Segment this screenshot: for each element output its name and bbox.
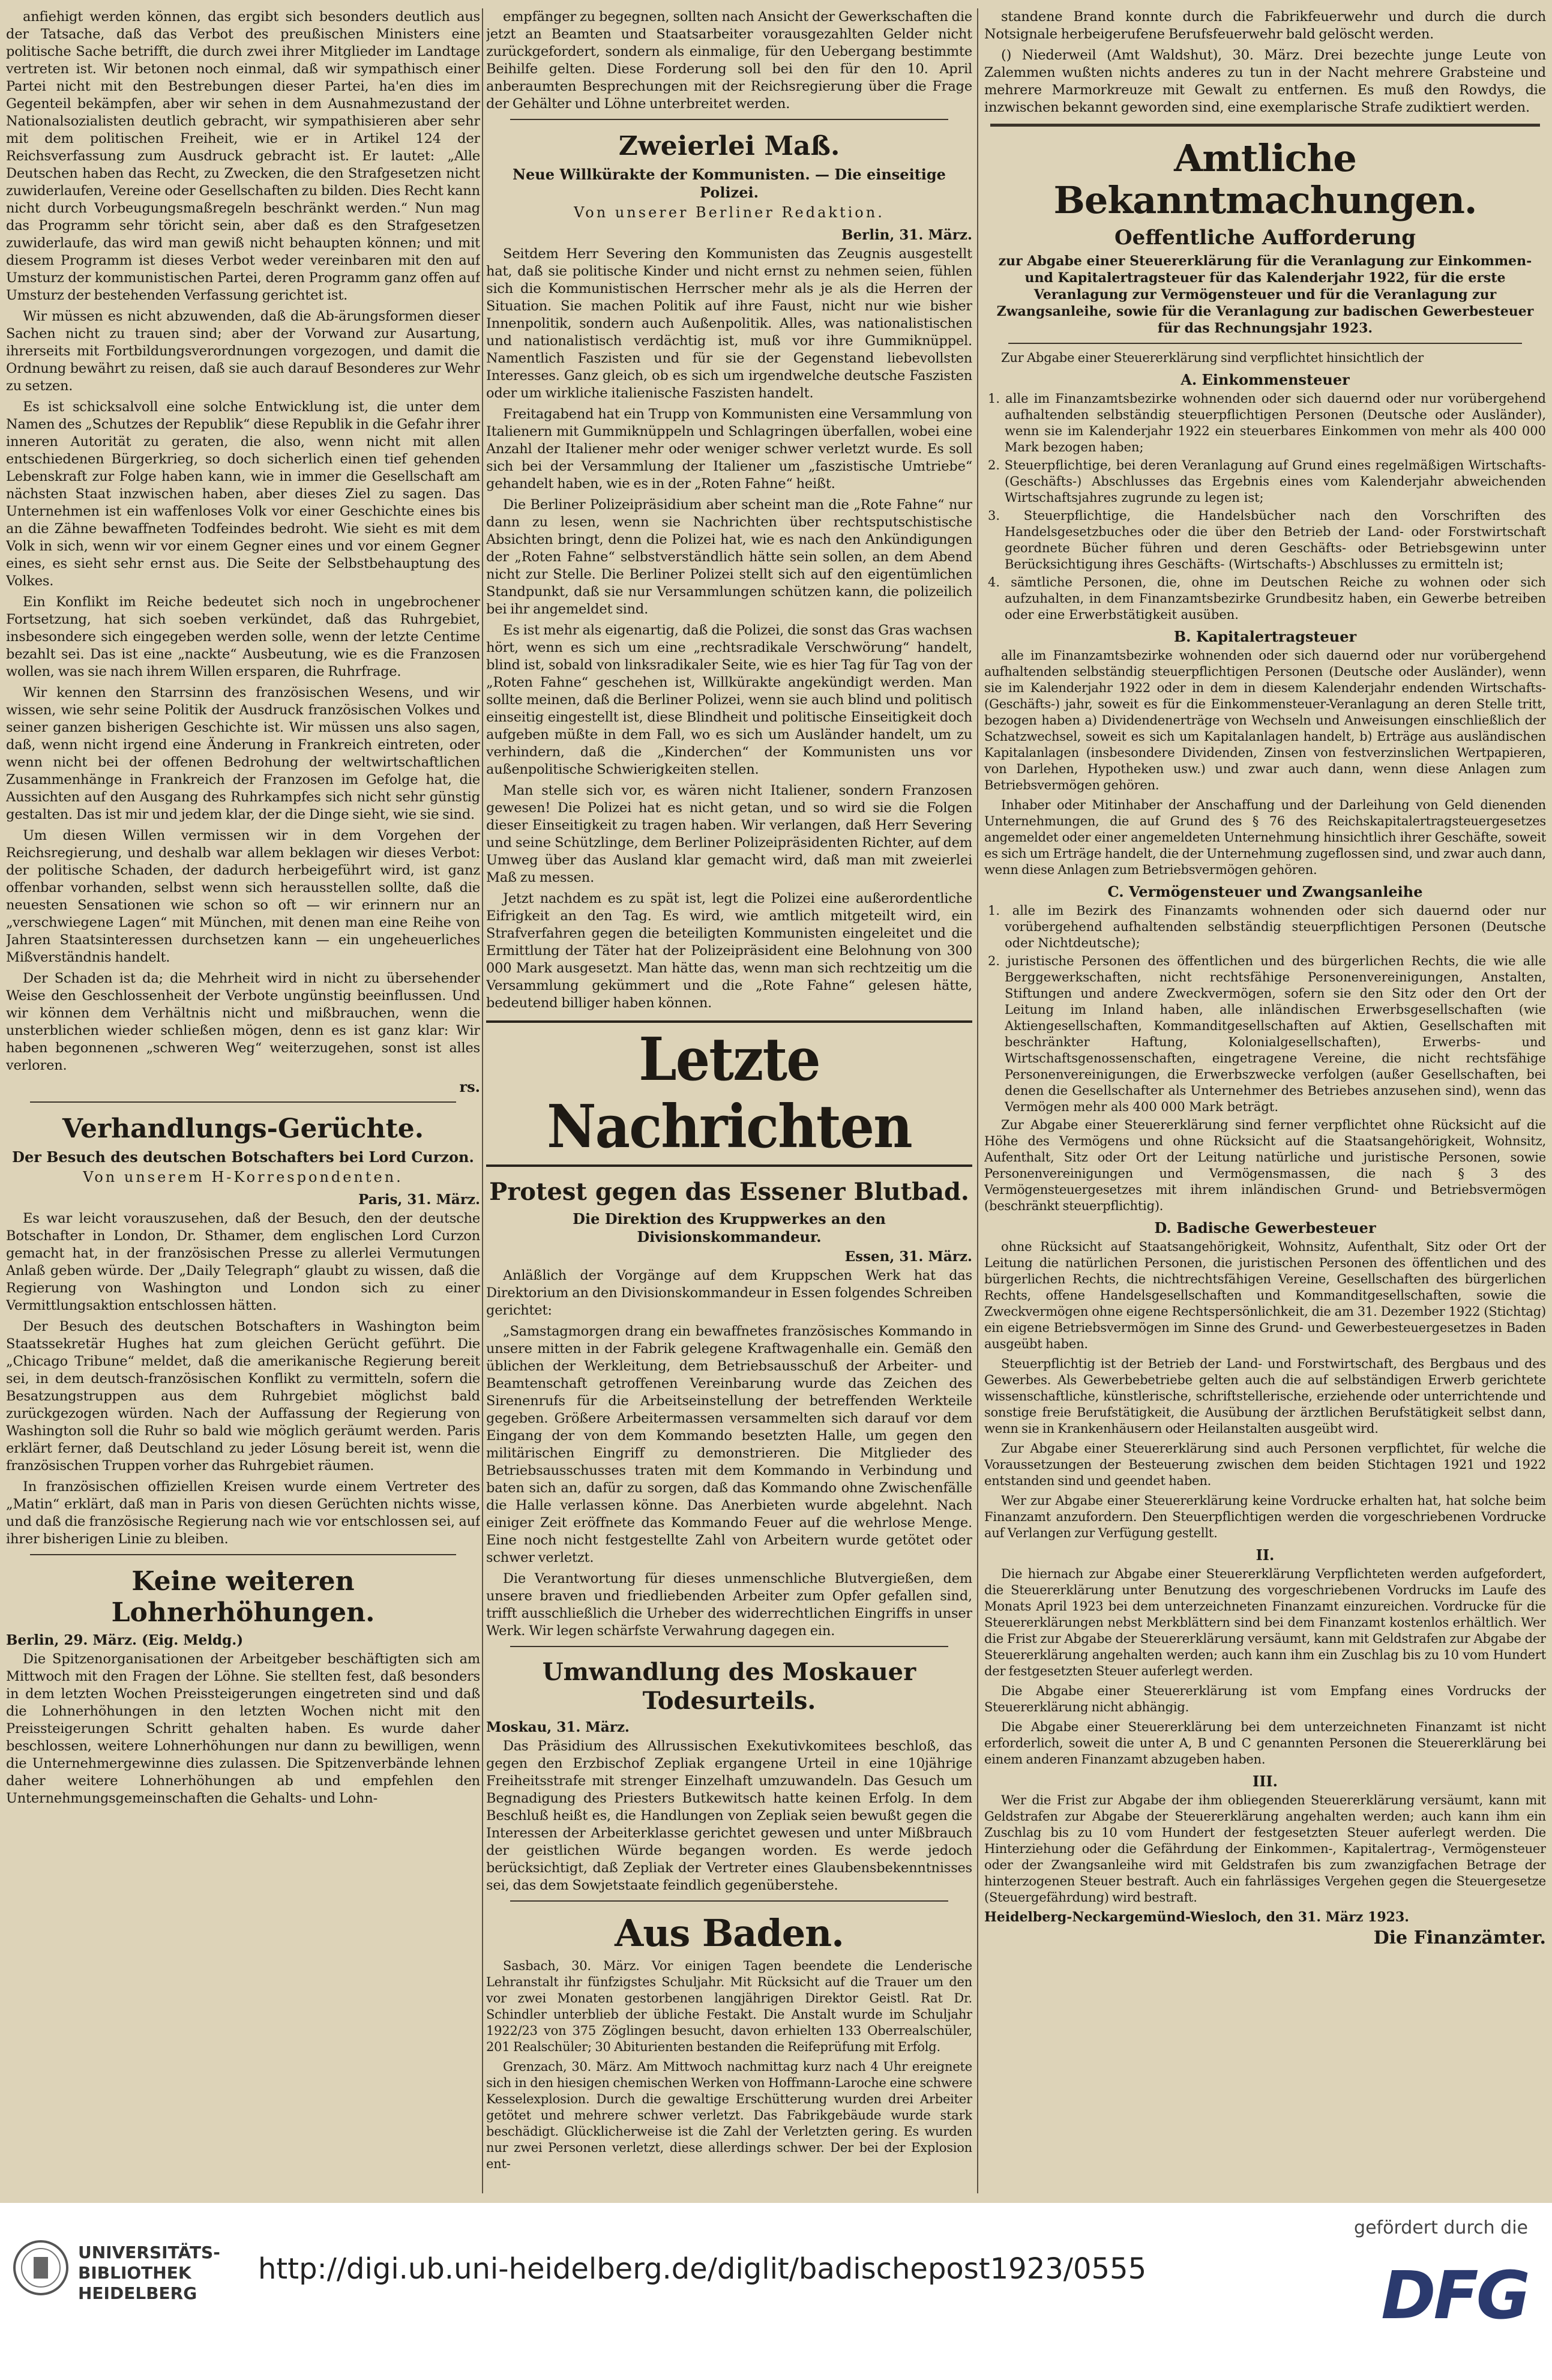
article-subheadline: Neue Willkürakte der Kommunisten. — Die einseitige Polizei. [513, 166, 946, 201]
paragraph: Es ist mehr als eigenartig, daß die Polizei, die sonst das Gras wachsen hört, wenn es sich um eine „rechtsradikale Verschwörung“ handelt, blind ist, sobald von linksradikaler Seite, wie es hier Tag für Tag von der „Roten Fahne“ geschehen ist, Willkürakte angekündigt werden. Man sollte meinen, daß die Berliner Polizei, wenn sie auch blind und politisch einseitig eingestellt ist, diese Blindheit und politische Einseitigkeit doch aufgeben müßte in dem Fall, wo es sich um Ausländer handelt, um zu verhindern, daß die „Kinderchen“ der Kommunisten uns vor außenpolitische Schwierigkeiten stellen. [486, 622, 972, 777]
column-rule [977, 8, 978, 2193]
paragraph: Freitagabend hat ein Trupp von Kommunisten eine Versammlung von Italienern mit Gummiknüppeln und Schlagringen überfallen, wobei eine Anzahl der Italiener mehr oder weniger schwer verletzt wurde. Es soll sich bei der Versammlung der Italiener um „faszistische Umtriebe“ gehandelt haben, wie es in der „Roten Fahne“ heißt. [486, 406, 972, 492]
section-headline: Amtliche Bekanntmachungen. [1053, 136, 1477, 222]
paragraph: Zur Abgabe einer Steuererklärung sind auch Personen verpflichtet, für welche die Voraussetzungen der Besteuerung zwischen dem beiden Stichtagen 1921 und 1922 entstanden sind und geendet haben. [984, 1441, 1546, 1488]
divider [990, 124, 1540, 127]
paragraph: Zur Abgabe einer Steuererklärung sind verpflichtet hinsichtlich der [1001, 351, 1424, 365]
section-headline: Letzte Nachrichten [547, 1025, 912, 1161]
paragraph: Jetzt nachdem es zu spät ist, legt die Polizei eine außerordentliche Eifrigkeit an den Tag. Es wird, wie amtlich mitgeteilt wird, ein Strafverfahren gegen die beteiligten Kommunisten eingeleitet und die Ermittlung der Täter hat der Polizeipräsident eine Belohnung von 300 000 Mark ausgesetzt. Man hätte das, wenn man sich rechtzeitig um die Versammlung gekümmert und die „Rote Fahne“ gelesen hätte, bedeutend billiger haben können. [486, 891, 972, 1011]
dateline: Paris, 31. März. [358, 1192, 480, 1208]
paragraph: alle im Finanzamtsbezirke wohnenden oder sich dauernd oder nur vorübergehend aufhaltenden selbständig steuerpflichtigen Personen (Deutsche oder Ausländer), wenn sie im Kalenderjahr 1922 oder in dem in diesem Kalenderjahr endenden Wirtschafts- (Geschäfts-) jahr, soweit es für die Einkommensteuer-Veranlagung an deren Stelle tritt, bezogen haben a) Dividendenerträge von Wechseln und Anweisungen einschließlich der Schatzwechsel, soweit es sich um Kapitalanlagen handelt, b) Erträge aus ausländischen Kapitalanlagen (insbesondere Dividenden, Zinsen von festverzinslichen Wertpapieren, von Darlehen, Hypotheken usw.) und zwar auch dann, wenn diese Anlagen zum Betriebsvermögen gehören. [984, 648, 1546, 792]
section-heading: II. [1256, 1546, 1275, 1564]
paragraph: Die Abgabe einer Steuererklärung ist vom Empfang eines Vordrucks der Steuererklärung nicht abhängig. [984, 1684, 1546, 1714]
paragraph: Die Abgabe einer Steuererklärung bei dem unterzeichneten Finanzamt ist nicht erforderlich, soweit die unter A, B und C genannten Personen die Steuererklärung bei einem anderen Finanzamt abzugeben haben. [984, 1720, 1546, 1767]
paragraph: Seitdem Herr Severing den Kommunisten das Zeugnis ausgestellt hat, daß sie politische Kinder und nicht ernst zu nehmen seien, fühlen sich die Kommunistischen Herrscher mehr als je als die Herren der Situation. Sie machen Politik auf ihre Faust, nicht nur wie bisher Innenpolitik, sondern auch Außenpolitik. Alles, was nationalistischen und nationalistisch verdächtig ist, muß vor ihre Gummiknüppel. Namentlich Faszisten und für sie der Gegenstand liebevollsten Interesses. Ganz gleich, ob es sich um irgendwelche deutsche Faszisten oder um wirkliche italienische Faszisten handelt. [486, 246, 972, 401]
notice-signature: Die Finanzämter. [1373, 1927, 1546, 1948]
divider [1008, 343, 1522, 344]
column-middle [486, 8, 972, 2193]
paragraph: Die hiernach zur Abgabe einer Steuererklärung Verpflichteten werden aufgefordert, die Steuererklärung unter Benutzung des vorgeschriebenen Vordrucks im Laufe des Monats April 1923 bei dem unterzeichneten Finanzamt einzureichen. Vordrucke für die Steuererklärungen nebst Merkblättern sind bei dem Finanzamt kostenlos erhältlich. Wer die Frist zur Abgabe der Steuererklärung versäumt, kann mit Geldstrafen zur Abgabe der Steuererklärung angehalten werden; auch kann ihm ein Zuschlag bis zu 10 vom Hundert der festgesetzten Steuer auferlegt werden. [984, 1567, 1546, 1678]
paragraph: In französischen offiziellen Kreisen wurde einem Vertreter des „Matin“ erklärt, daß man in Paris von diesen Gerüchten nichts wisse, und daß die französische Regierung nach wie vor entschlossen sei, auf ihrer bisherigen Linie zu bleiben. [6, 1479, 480, 1547]
list-item: 4. sämtliche Personen, die, ohne im Deutschen Reiche zu wohnen oder sich aufzuhalten, in dem Finanzamtsbezirke Grundbesitz haben, ein Gewerbe betreiben oder eine Erwerbstätigkeit ausüben. [988, 575, 1546, 622]
university-seal-icon [12, 2239, 70, 2297]
dateline: Berlin, 31. März. [841, 227, 972, 243]
article-subheadline: Der Besuch des deutschen Botschafters bei Lord Curzon. [12, 1148, 474, 1166]
place-date: Heidelberg-Neckargemünd-Wiesloch, den 31. März 1923. [984, 1909, 1409, 1925]
paragraph: Wir kennen den Starrsinn des französischen Wesens, und wir wissen, wie sehr seine Politik der Ausdruck französischen Volkes und seiner ganzen bisherigen Geschichte ist. Wir müssen uns also sagen, daß, wenn nicht irgend eine Änderung in Frankreich eintreten, oder wenn nicht bei der offenen Bedrohung der weltwirtschaftlichen Zusammenhänge in Frankreich der Franzosen im Gefolge hat, die Aussichten auf den Ausgang des Ruhrkampfes sich nicht sehr günstig gestalten. Das ist mir und jedem klar, der die Dinge sieht, wie sie sind. [6, 685, 480, 822]
article-headline: Protest gegen das Essener Blutbad. [489, 1178, 969, 1206]
paragraph: Grenzach, 30. März. Am Mittwoch nachmittag kurz nach 4 Uhr ereignete sich in den hiesigen chemischen Werken von Hoffmann-Laroche eine schwere Kesselexplosion. Durch die gewaltige Erschütterung wurden drei Arbeiter getötet und mehrere schwer verletzt. Das Fabrikgebäude wurde stark beschädigt. Glücklicherweise ist die Zahl der Verletzten gering. Es wurden nur zwei Personen verletzt, diese allerdings schwer. Der bei der Explosion ent- [486, 2059, 972, 2171]
divider [510, 1900, 948, 1902]
paragraph: Das Präsidium des Allrussischen Exekutivkomitees beschloß, das gegen den Erzbischof Zepliak ergangene Urteil in eine 10jährige Freiheitsstrafe mit strenger Einzelhaft umzuwandeln. Das Gesuch um Begnadigung des Priesters Butkewitsch hatte keinen Erfolg. In dem Beschluß heißt es, die Handlungen von Zepliak seien bewußt gegen die Interessen der Arbeiterklasse gerichtet gewesen und unter Mißbrauch der geistlichen Würde begangen worden. Es werde jedoch berücksichtigt, daß Zepliak der Vertreter eines Glaubensbekenntnisses sei, das dem Sowjetstaate feindlich gegenüberstehe. [486, 1738, 972, 1893]
paragraph: Um diesen Willen vermissen wir in dem Vorgehen der Reichsregierung, und deshalb war allem beklagen wir dieses Verbot: der politische Schaden, der dadurch herbeigeführt wird, ist ganz offenbar vorhanden, selbst wenn sich herausstellen sollte, daß die neuesten Sensationen wie schon so oft — wir erinnern nur an „verschwiegene Lagen“ mit München, mit denen man eine Reihe von Jahren Staatsinteressen durchsetzen kann — ein ungeheuerliches Mißverständnis handelt. [6, 828, 480, 965]
paragraph: Zur Abgabe einer Steuererklärung sind ferner verpflichtet ohne Rücksicht auf die Höhe des Vermögens und ohne Rücksicht auf die Staatsangehörigkeit, Wohnsitz, Aufenthalt, Sitz oder Ort der Leitung natürliche und juristische Personen, sowie Personenvereinigungen und Vermögensmassen, die nach § 3 des Vermögensteuergesetzes mit ihrem inländischen Grund- und Betriebsvermögen (beschränkt steuerpflichtig). [984, 1118, 1546, 1213]
paragraph: Wir müssen es nicht abzuwenden, daß die Ab-ärungsformen dieser Sachen nicht zu trauen sind; aber der Vorwand zur Ausartung, ihrerseits mit Fortbildungsverordnungen vorgezogen, und damit die Ordnung bewährt zu reisen, daß sie auch darauf Besonderes zur Wehr zu setzen. [6, 309, 480, 394]
paragraph: anfiehigt werden können, das ergibt sich besonders deutlich aus der Tatsache, daß das Verbot des preußischen Ministers eine politische Sache betrifft, die durch zwei ihrer Mitglieder im Landtage vertreten ist. Wir betonen noch einmal, daß wir sympathisch einer Partei nicht mit den Bestrebungen dieser Partei, ha'en dies im Gegenteil bekämpfen, aber wir sehen in dem Ausnahmezustand der Nationalsozialisten deutlich gebracht, wir sympathisieren aber sehr mit dem politischen Freiheit, wie er in Artikel 124 der Reichsverfassung zum Ausdruck gebracht ist. Er lautet: „Alle Deutschen haben das Recht, zu Zwecken, die den Strafgesetzen nicht zuwiderlaufen, Vereine oder Gesellschaften zu bilden. Dies Recht kann nicht durch Vorbeugungsmaßregeln beschränkt werden.“ Nun mag das Programm sehr töricht sein, aber daß es den Strafgesetzen zuwiderlaufe, das wird man gewiß nicht behaupten können; und mit diesem Programm ist dieses Verbot weder vereinbaren mit den auf Umsturz der kommunistischen Partei, deren Programm ganz offen auf Umsturz der bestehenden Verfassung gerichtet ist. [6, 9, 480, 303]
library-name: UNIVERSITÄTS- BIBLIOTHEK HEIDELBERG [78, 2243, 220, 2303]
paragraph: ohne Rücksicht auf Staatsangehörigkeit, Wohnsitz, Aufenthalt, Sitz oder Ort der Leitung die natürlichen Personen, die juristischen Personen des öffentlichen und des bürgerlichen Rechts, die nichtrechtsfähigen Vereine, Gesellschaften des bürgerlichen Rechts, offene Handelsgesellschaften und Kommanditgesellschaften, sowie die Zweckvermögen ohne eigene Rechtspersönlichkeit, die am 31. Dezember 1922 (Stichtag) ein eigene Betriebsvermögen im Sinne des Grund- und Gewerbesteuergesetzes in Baden ausgeübt haben. [984, 1240, 1546, 1351]
paragraph: Die Verantwortung für dieses unmenschliche Blutvergießen, dem unsere braven und friedliebenden Arbeiter zum Opfer gefallen sind, trifft ausschließlich die Urheber des widerrechtlichen Eingriffs in unser Werk. Wir legen schärfste Verwahrung dagegen ein. [486, 1571, 972, 1639]
paragraph: Wer zur Abgabe einer Steuererklärung keine Vordrucke erhalten hat, hat solche beim Finanzamt anzufordern. Den Steuerpflichtigen werden die vorgeschriebenen Vordrucke auf Verlangen zur Verfügung gestellt. [984, 1493, 1546, 1540]
column-rule [482, 8, 483, 2193]
source-link[interactable]: http://digi.ub.uni-heidelberg.de/diglit/badischepost1923/0555 [258, 2252, 1147, 2286]
list-item: 2. juristische Personen des öffentlichen und des bürgerlichen Rechts, die wie alle Berggewerkschaften, nicht rechtsfähige Personenvereinigungen, Anstalten, Stiftungen und andere Zweckvermögen, sofern sie den Sitz oder den Ort der Leitung im Inland haben, alle inländischen Erwerbsgesellschaften (wie Aktiengesellschaften, Kommanditgesellschaften auf Aktien, Gesellschaften mit beschränkter Haftung, Kolonialgesellschaften), Erwerbs- und Wirtschaftsgenossenschaften, eingetragene Vereine, die nicht rechtsfähige Personenvereinigungen, die Erwerbszwecke verfolgen (außer Gesellschaften, bei denen die Gesellschafter als Unternehmer des Betriebes anzusehen sind), wenn das Vermögen mehr als 400 000 Mark beträgt. [988, 954, 1546, 1114]
latest-news-banner [486, 1020, 972, 1167]
dfg-logo: DFG [1381, 2257, 1528, 2334]
paragraph: empfänger zu begegnen, sollten nach Ansicht der Gewerkschaften die jetzt an Beamten und Staatsarbeiter vorausgezahlten Gelder nicht zurückgefordert, sondern als einmalige, für den Uebergang bestimmte Beihilfe gelten. Diese Forderung soll bei den für den 10. April anberaumten Besprechungen mit der Reichsregierung über die Frage der Gehälter und Löhne unterbreitet werden. [486, 9, 972, 112]
paragraph: Die Berliner Polizeipräsidium aber scheint man die „Rote Fahne“ nur dann zu lesen, wenn sie Nachrichten über rechtsputschistische Absichten bringt, denn die Polizei hat, wie es nach den Ankündigungen der „Roten Fahne“ selbstverständlich hätte sein sollen, an dem Abend nicht zur Stelle. Die Berliner Polizei stellt sich auf den eigentümlichen Standpunkt, daß sie nur Versammlungen schützen kann, die polizeilich bei ihr angemeldet sind. [486, 497, 972, 617]
article-headline: Keine weiteren Lohnerhöhungen. [111, 1566, 375, 1628]
paragraph: Es war leicht vorauszusehen, daß der Besuch, den der deutsche Botschafter in London, Dr. Sthamer, dem englischen Lord Curzon gemacht hat, in der französischen Presse zu allerlei Vermutungen Anlaß geben würde. Der „Daily Telegraph“ glaubt zu wissen, daß die Regierung von Washington und London sich zu einer Vermittlungsaktion entschlossen hätten. [6, 1211, 480, 1313]
dateline: Moskau, 31. März. [486, 1719, 630, 1735]
section-heading: C. Vermögensteuer und Zwangsanleihe [1107, 883, 1423, 900]
divider [510, 119, 948, 120]
paragraph: „Samstagmorgen drang ein bewaffnetes französisches Kommando in unsere mitten in der Fabrik gelegene Kraftwagenhalle ein. Gemäß den üblichen der Werkleitung, dem Betriebsausschuß der Arbeiter- und Beamtenschaft getroffenen Vereinbarung wurde das Zeichen des Sirenenrufs für die Arbeitseinstellung der betreffenden Werkteile gegeben. Größere Arbeitermassen versammelten sich darauf vor dem Eingang der von dem Kommando besetzten Halle, um gegen den militärischen Eingriff zu demonstrieren. Die Mitglieder des Betriebsausschusses traten mit dem Kommando in Verbindung und baten sich an, dafür zu sorgen, daß das Kommando ohne Zwischenfälle die Halle verlassen könne. Das Anerbieten wurde abgelehnt. Nach einiger Zeit eröffnete das Kommando Feuer auf die wehrlose Menge. Eine noch nicht festgestellte Zahl von Arbeitern wurde getötet oder schwer verletzt. [486, 1324, 972, 1565]
section-headline: Aus Baden. [615, 1911, 844, 1955]
column-left [6, 8, 480, 2193]
dateline: Berlin, 29. März. (Eig. Meldg.) [6, 1632, 244, 1648]
paragraph: Sasbach, 30. März. Vor einigen Tagen beendete die Lenderische Lehranstalt ihr fünfzigstes Schuljahr. Mit Rücksicht auf die Trauer um den vor zwei Monaten gestorbenen langjährigen Direktor Geistl. Rat Dr. Schindler unterblieb der übliche Festakt. Die Anstalt wurde im Schuljahr 1922/23 von 375 Zöglingen besucht, davon erhielten 133 Oberrealschüler, 201 Realschüler; 30 Abiturienten bestanden die Reifeprüfung mit Erfolg. [486, 1959, 972, 2054]
funding-note: gefördert durch die [1354, 2217, 1528, 2238]
paragraph: standene Brand konnte durch die Fabrikfeuerwehr und durch die durch Notsignale herbeigerufene Berufsfeuerwehr bald gelöscht werden. [984, 9, 1546, 42]
section-heading: D. Badische Gewerbesteuer [1154, 1219, 1376, 1237]
digitization-footer [0, 2203, 1552, 2380]
section-heading: B. Kapitalertragsteuer [1173, 628, 1357, 645]
divider [510, 1646, 948, 1647]
divider [30, 1101, 456, 1103]
section-heading: III. [1252, 1773, 1278, 1790]
paragraph: Der Besuch des deutschen Botschafters in Washington beim Staatssekretär Hughes hat zum gleichen Gerücht geführt. Die „Chicago Tribune“ meldet, daß die amerikanische Regierung bereit sei, in dem deutsch-französischen Konflikt zu vermitteln, sofern die Besatzungstruppen aus dem Ruhrgebiet möglichst bald zurückgezogen würden. Nach der Auffassung der Regierung von Washington soll die Ruhr so bald wie möglich geräumt werden. Paris erklärt ferner, daß Deutschland zu jeder Lösung bereit ist, wenn die französischen Truppen vorher das Ruhrgebiet räumen. [6, 1319, 480, 1474]
list-item: 3. Steuerpflichtige, die Handelsbücher nach den Vorschriften des Handelsgesetzbuches oder die über den Betrieb der Land- oder Forstwirtschaft geordnete Bücher führen und deren Geschäfts- oder Betriebsgewinn unter Berücksichtigung ihres Geschäfts- (Wirtschafts-) Abschlusses zu ermitteln ist; [988, 508, 1546, 571]
paragraph: Ein Konflikt im Reiche bedeutet sich noch in ungebrochener Fortsetzung, hat sich soeben verkündet, daß das Ruhrgebiet, insbesondere sich eingegeben werden solle, wenn der letzte Centime bezahlt sei. Das ist eine „nackte“ Ausbeutung, wie es die Franzosen wollen, was sie nach ihrem Willen ersparen, die Ruhrfrage. [6, 594, 480, 679]
dateline: Essen, 31. März. [844, 1249, 972, 1265]
paragraph: Es ist schicksalvoll eine solche Entwicklung ist, die unter dem Namen des „Schutzes der Republik“ diese Republik in die Gefahr ihrer inneren Autorität zu geraten, die also, wenn nicht mit allen entschiedenen Bürgerkrieg, so doch sicherlich einen tief gehenden Lebenskraft zur Folge haben kann, wie in immer die Gesellschaft am nächsten Staat inzwischen haben, aber dieses Ziel zu sagen. Das Unternehmen ist ein waffenloses Volk vor einer Geschichte eines bis an die Zähne bewaffneten Todfeindes bedroht. Wie sieht es mit dem Volk in sich, wenn wir vor einem Gegner eines und vor einem Gegner eines, es sieht sehr ernst aus. Die Seite der Selbstbehauptung des Volkes. [6, 399, 480, 589]
section-heading: A. Einkommensteuer [1181, 371, 1350, 388]
notice-title: Oeffentliche Aufforderung [1114, 226, 1416, 250]
paragraph: Die Spitzenorganisationen der Arbeitgeber beschäftigten sich am Mittwoch mit den Fragen der Löhne. Sie stellten fest, daß besonders in dem letzten Wochen Preissteigerungen eingetreten sind und daß die Lohnerhöhungen in den letzten Wochen nicht mit den Preissteigerungen Schritt gehalten haben. Es wurde daher beschlossen, weitere Lohnerhöhungen nur dann zu bewilligen, wenn die Unternehmergewinne dies zulassen. Die Spitzenverbände lehnen daher weitere Lohnerhöhungen ab und empfehlen den Unternehmungsgemeinschaften die Gehalts- und Lohn- [6, 1651, 480, 1806]
column-right [984, 8, 1546, 2193]
list-item: 1. alle im Bezirk des Finanzamts wohnenden oder sich dauernd oder nur vorübergehend aufhaltenden selbständig steuerpflichtigen Personen (Deutsche oder Nichtdeutsche); [988, 903, 1546, 950]
list-item: 1. alle im Finanzamtsbezirke wohnenden oder sich dauernd oder nur vorübergehend aufhaltenden selbständig steuerpflichtigen Personen (Deutsche oder Ausländer), wenn sie im Kalenderjahr 1922 ein steuerbares Einkommen von mehr als 400 000 Mark bezogen haben; [988, 391, 1546, 454]
article-headline: Verhandlungs-Gerüchte. [62, 1113, 424, 1144]
article-headline: Umwandlung des Moskauer Todesurteils. [542, 1658, 916, 1715]
paragraph: Inhaber oder Mitinhaber der Anschaffung und der Darleihung von Geld dienenden Unternehmungen, die auf Grund des § 76 des Reichskapitalertragsteuergesetzes angemeldet oder einer angemeldeten Unternehmung hinsichtlich ihrer Geschäfte, soweit es sich um Erträge handelt, die der Unternehmung zugeflossen sind, und zwar auch dann, wenn diese Anlagen zum Betriebsvermögen gehören. [984, 798, 1546, 877]
article-headline: Zweierlei Maß. [618, 131, 840, 161]
notice-subtitle: zur Abgabe einer Steuererklärung für die Veranlagung zur Einkommen- und Kapitalertragsteuer für das Kalenderjahr 1922, für die erste Veranlagung zur Vermögensteuer und für die Veranlagung zur Zwangsanleihe, sowie für die Veranlagung zur badischen Gewerbesteuer für das Rechnungsjahr 1923. [996, 253, 1534, 336]
paragraph: Wer die Frist zur Abgabe der ihm obliegenden Steuererklärung versäumt, kann mit Geldstrafen zur Abgabe der Steuererklärung angehalten werden; auch kann ihm ein Zuschlag bis zu 10 vom Hundert der festgesetzten Steuer auferlegt werden. Die Hinterziehung oder die Gefährdung der Einkommen-, Kapitalertrag-, Vermögensteuer oder der Zwangsanleihe wird mit Geldstrafen bis zum zwanzigfachen Betrage der hinterzogenen Steuer bestraft. Auch ein fahrlässiges Vergehen gegen die Steuergesetze (Steuergefährdung) wird bestraft. [984, 1793, 1546, 1905]
paragraph: Man stelle sich vor, es wären nicht Italiener, sondern Franzosen gewesen! Die Polizei hat es nicht getan, und so wird sie die Folgen dieser Einseitigkeit zu tragen haben. Wir verlangen, daß Herr Severing und seine Schützlinge, dem Berliner Polizeipräsidenten Richter, auf dem Umweg über das Ausland klar gemacht wird, daß man mit zweierlei Maß zu messen. [486, 783, 972, 885]
divider [30, 1554, 456, 1555]
paragraph: Steuerpflichtig ist der Betrieb der Land- und Forstwirtschaft, des Bergbaus und des Gewerbes. Als Gewerbebetriebe gelten auch die auf selbständigen Erwerb gerichtete wissenschaftliche, künstlerische, schriftstellerische, erziehende oder unterrichtende und sonstige freie Berufstätigkeit, die Ausübung der ärztlichen Berufstätigkeit selbst dann, wenn sie in Krankenhäusern oder Heilanstalten ausgeübt wird. [984, 1357, 1546, 1436]
article-subheadline: Die Direktion des Kruppwerkes an den Divisionskommandeur. [573, 1210, 886, 1246]
paragraph: () Niederweil (Amt Waldshut), 30. März. Drei bezechte junge Leute von Zalemmen wußten nichts anderes zu tun in der Nacht mehrere Grabsteine und mehrere Marmorkreuze mit Gewalt zu entfernen. Es muß den Rowdys, die inzwischen bekannt geworden sind, eine exemplarische Strafe zudiktiert werden. [984, 47, 1546, 115]
byline: Von unserem H-Korrespondenten. [83, 1169, 403, 1185]
byline: Von unserer Berliner Redaktion. [574, 204, 885, 221]
list-item: 2. Steuerpflichtige, bei deren Veranlagung auf Grund eines regelmäßigen Wirtschafts- (Geschäfts-) Abschlusses das Ergebnis eines vom Kalenderjahr abweichenden Wirtschaftsjahres zugrunde zu legen ist; [988, 458, 1546, 505]
paragraph: Anläßlich der Vorgänge auf dem Kruppschen Werk hat das Direktorium an den Divisionskommandeur in Essen folgendes Schreiben gerichtet: [486, 1268, 972, 1318]
author-signature: rs. [459, 1078, 480, 1095]
paragraph: Der Schaden ist da; die Mehrheit wird in nicht zu übersehender Weise den Geschlossenheit der Verbote ungünstig beeinflussen. Und wir können dem Verhältnis nicht und mißbrauchen, wenn die unsterblichen wieder schließen mögen, denn es ist ganz klar: Wir haben begonnenen „schweren Weg“ weiterzugehen, sonst ist alles verloren. [6, 971, 480, 1073]
